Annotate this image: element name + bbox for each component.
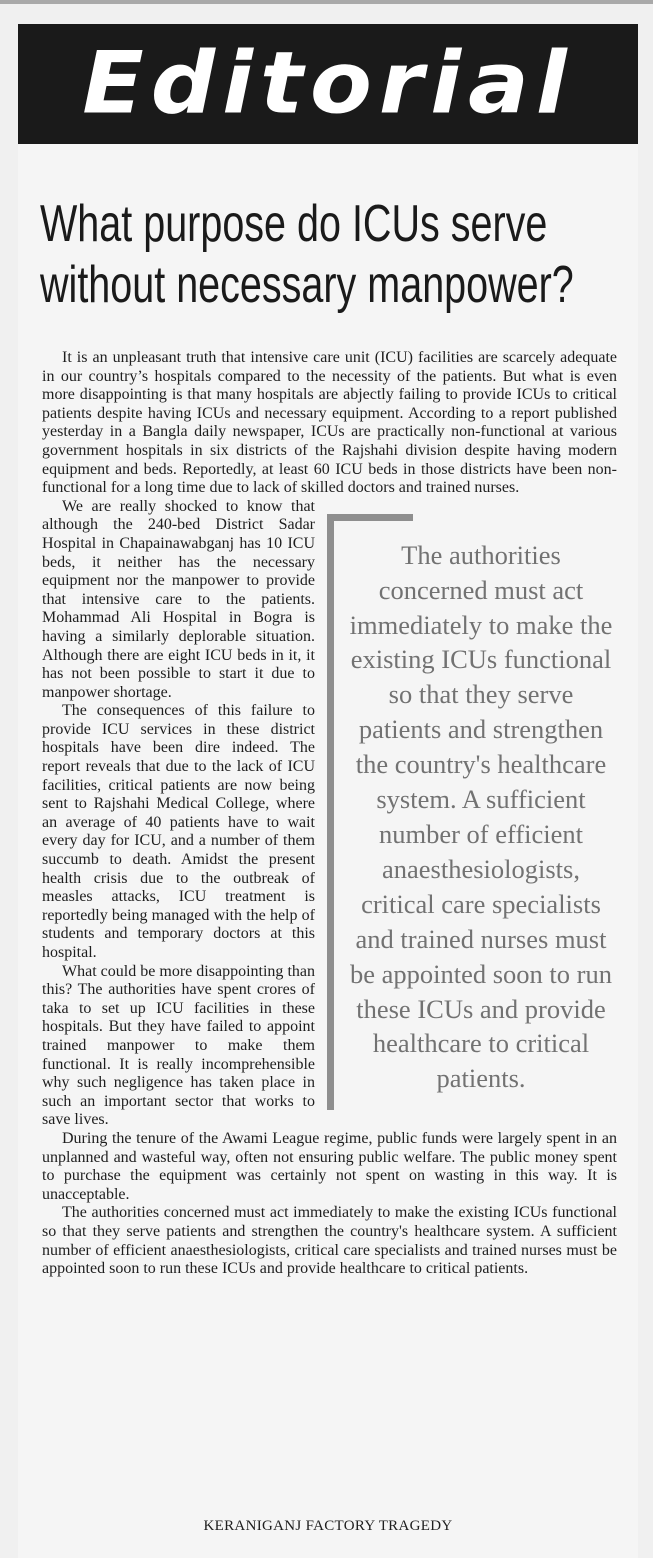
article-body (42, 349, 617, 1279)
paragraph-2: We are really shocked to know that although the 240-bed District Sadar Hospital in Chapainawabganj has 10 ICU beds, it neither has the necessary equipment nor the manpower to provide that intensive care to the patients. Mohammad Ali Hospital in Bogra is having a similarly deplorable situation. Although there are eight ICU beds in it, it has not been possible to start it due to manpower shortage. (42, 497, 315, 701)
pull-quote-text: The authorities concerned must act immediately to make the existing ICUs functional so that they serve patients and strengthen the country's healthcare system. A sufficient number of efficient anaesthesiologists, critical care specialists and trained nurses must be appointed soon to run these ICUs and provide healthcare to critical patients. (349, 539, 613, 1094)
editorial-page (18, 24, 638, 1558)
paragraph-6: The authorities concerned must act immediately to make the existing ICUs functional so that they serve patients and strengthen the country's healthcare system. A sufficient number of efficient anaesthesiologists, critical care specialists and trained nurses must be appointed soon to run these ICUs and provide healthcare to critical patients. (42, 1204, 617, 1278)
paragraph-1: It is an unpleasant truth that intensive care unit (ICU) facilities are scarcely adequate in our country’s hospitals compared to the necessity of the patients. But what is even more disappointing is that many hospitals are abjectly failing to provide ICUs to critical patients despite having ICUs and necessary equipment. According to a report published yesterday in a Bangla daily newspaper, ICUs are practically non-functional at various government hospitals in six districts of the Rajshahi division despite having modern equipment and beds. Reportedly, at least 60 ICU beds in those districts have been non-functional for a long time due to lack of skilled doctors and trained nurses. (42, 349, 617, 497)
masthead-title: Editorial (82, 33, 574, 134)
paragraph-4: What could be more disappointing than this? The authorities have spent crores of taka to set up ICU facilities in these hospitals. But they have failed to appoint trained manpower to make them functional. It is really incomprehensible why such negligence has taken place in such an important sector that works to save lives. (42, 962, 315, 1129)
pull-quote (327, 514, 617, 1111)
article-headline (40, 194, 574, 316)
pull-quote-bar-horizontal (327, 514, 413, 521)
next-article-title[interactable]: KERANIGANJ FACTORY TRAGEDY (203, 1518, 453, 1534)
headline-line-1: What purpose do ICUs serve (40, 195, 548, 253)
pull-quote-bar-vertical (327, 514, 334, 1111)
paragraph-3: The consequences of this failure to provide ICU services in these district hospitals have been dire indeed. The report reveals that due to the lack of ICU facilities, critical patients are now being sent to Rajshahi Medical College, where an average of 40 patients have to wait every day for ICU, and a number of them succumb to death. Amidst the present health crisis due to the outbreak of measles attacks, ICU treatment is reportedly being managed with the help of students and temporary doctors at this hospital. (42, 702, 315, 961)
paragraph-5: During the tenure of the Awami League regime, public funds were largely spent in an unplanned and wasteful way, often not ensuring public welfare. The public money spent to purchase the equipment was certainly not spent on wasting in this way. It is unacceptable. (42, 1129, 617, 1203)
section-masthead (18, 24, 638, 144)
headline-line-2: without necessary manpower? (40, 256, 574, 314)
top-rule (0, 0, 653, 4)
